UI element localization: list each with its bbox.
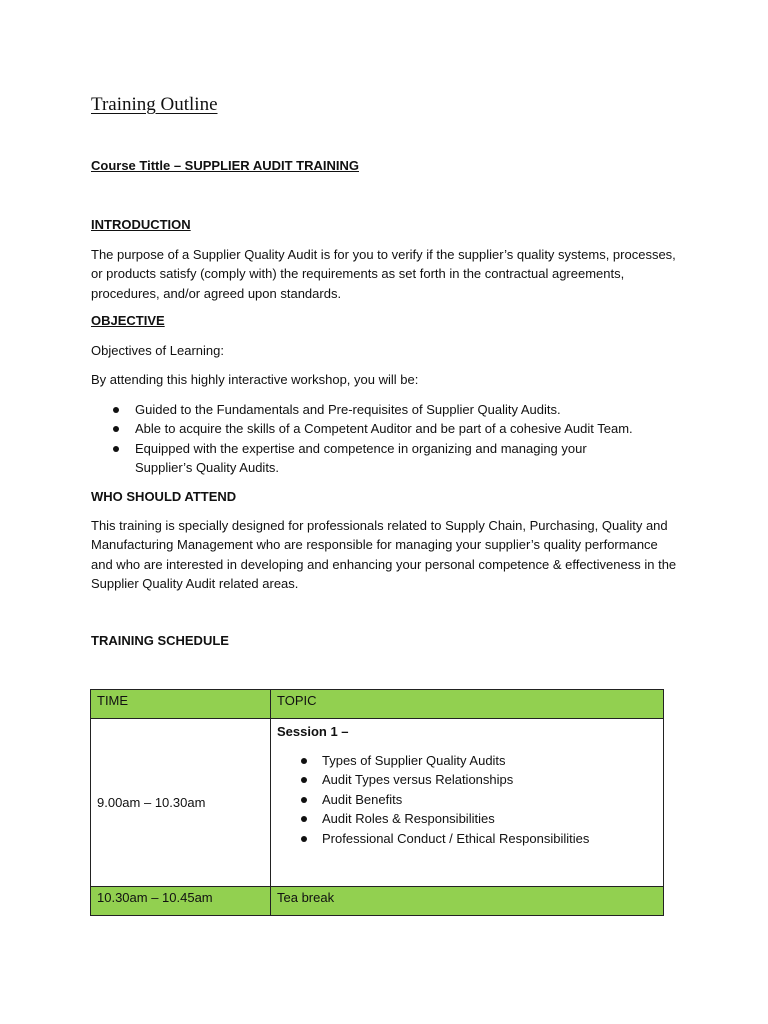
list-item-text: Guided to the Fundamentals and Pre-requisites of Supplier Quality Audits. [135, 402, 561, 417]
session-time: 9.00am – 10.30am [91, 719, 271, 887]
bullet-icon [113, 446, 119, 452]
list-item-text: Able to acquire the skills of a Competent Auditor and be part of a cohesive Audit Team. [135, 421, 633, 437]
list-item-text: Equipped with the expertise and competence in organizing and managing your Supplier’s Quality Audits. [135, 440, 587, 476]
bullet-icon [301, 797, 307, 803]
bullet-icon [113, 426, 119, 432]
list-item [277, 809, 657, 828]
who-should-attend-text: This training is specially designed for professionals related to Supply Chain, Purchasing, Quality and Manufacturing Management who are responsible for managing your supplier’s quality performance and who are interested in developing and enhancing your personal competence & effectiveness in the Supplier Quality Audit related areas. [91, 518, 677, 592]
who-should-attend-heading: WHO SHOULD ATTEND [91, 489, 237, 504]
topic-text: Audit Benefits [322, 791, 403, 807]
table-row [91, 887, 664, 916]
course-title: Course Tittle – SUPPLIER AUDIT TRAINING [91, 158, 359, 173]
objective-list [91, 400, 683, 478]
training-schedule-heading: TRAINING SCHEDULE [91, 633, 229, 648]
list-item [91, 439, 683, 478]
list-item [277, 751, 657, 770]
topic-text: Professional Conduct / Ethical Responsibilities [322, 830, 590, 846]
list-item [277, 770, 657, 789]
bullet-icon [301, 777, 307, 783]
topic-text: Audit Roles & Responsibilities [322, 811, 495, 827]
session-title: Session 1 – [277, 724, 349, 739]
topic-text: Types of Supplier Quality Audits [322, 753, 506, 768]
bullet-icon [301, 758, 307, 764]
introduction-heading: INTRODUCTION [91, 217, 191, 232]
list-item [277, 829, 657, 848]
break-topic: Tea break [271, 887, 664, 916]
topic-text: Audit Types versus Relationships [322, 772, 514, 788]
break-time: 10.30am – 10.45am [91, 887, 271, 916]
bullet-icon [301, 816, 307, 822]
table-header-row [91, 690, 664, 719]
objective-heading: OBJECTIVE [91, 313, 165, 328]
table-row [91, 719, 664, 887]
session-topic-list [277, 751, 657, 848]
column-header-topic: TOPIC [271, 690, 664, 719]
list-item [91, 400, 683, 419]
objective-intro: Objectives of Learning: [91, 343, 224, 358]
list-item [277, 790, 657, 809]
objective-lead-in: By attending this highly interactive workshop, you will be: [91, 372, 419, 387]
bullet-icon [113, 407, 119, 413]
column-header-time: TIME [91, 690, 271, 719]
bullet-icon [301, 836, 307, 842]
session-topic-cell [271, 719, 664, 887]
list-item [91, 419, 683, 438]
schedule-table [90, 689, 664, 916]
page-title: Training Outline [91, 94, 218, 115]
introduction-text: The purpose of a Supplier Quality Audit is for you to verify if the supplier’s quality systems, processes, or products satisfy (comply with) the requirements as set forth in the contractual agreements, procedures, and/or agreed upon standards. [91, 247, 676, 301]
